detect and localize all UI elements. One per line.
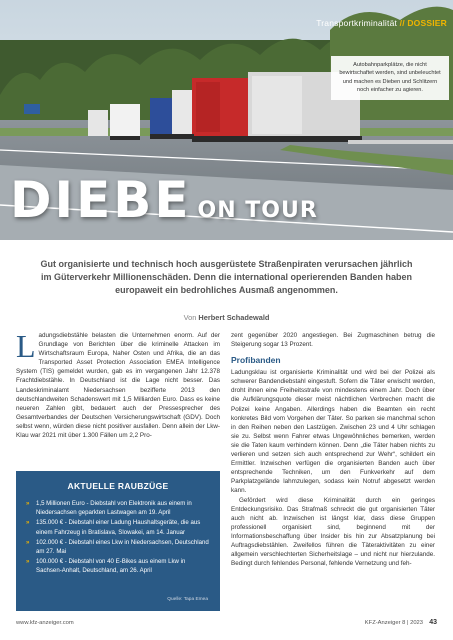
- photo-caption: Autobahnparkplätze, die nicht bewirtschaftet werden, sind unbeleuchtet und machen es Dieben und Schlitzern noch einfacher zu agieren.: [331, 56, 449, 100]
- article-column-1: [16, 328, 220, 440]
- subheading-profibanden: Profibanden: [231, 355, 281, 366]
- hero-photo: [0, 0, 453, 240]
- arrow-icon: »: [26, 538, 30, 546]
- byline-author: Herbert Schadewald: [198, 313, 270, 322]
- lead-paragraph: Gut organisierte und technisch hoch ausgerüstete Straßenpiraten verursachen jährlich im Güterverkehr Millionenschäden. Denn die international operierenden Banden haben europaweit ein bedrohliches Ausmaß angenommen.: [40, 259, 413, 295]
- byline: [0, 313, 453, 322]
- info-box-source: Quelle: Tapa Emea: [167, 597, 208, 602]
- footer-url[interactable]: www.kfz-anzeiger.com: [16, 620, 74, 626]
- kicker-dossier: DOSSIER: [407, 18, 447, 28]
- info-box-title: AKTUELLE RAUBZÜGE: [67, 481, 169, 491]
- info-box-list: [16, 499, 220, 576]
- headline: [10, 172, 318, 239]
- list-item-text: 135.000 € - Diebstahl einer Ladung Haushaltsgeräte, die aus einem Fahrzeug in Bratislava, Slowakei, am 14. Januar: [36, 519, 201, 536]
- list-item-text: 102.000 € - Diebstahl eines Lkw in Niedersachsen, Deutschland am 27. Mai: [36, 538, 209, 556]
- column-2-paragraph-3: Gefördert wird diese Kriminalität durch ein geringes Entdeckungsrisiko. Das Strafmaß schreckt die gut organisierten Täter auch nicht ab. Inzwischen ist längst klar, dass diese Gruppen professionell organisiert sind, beginnend mit der Informationsbeschaffung über Insider bis hin zur Absatzplanung bei Auftragsdiebstählen. Zweifellos führen die Täteraktivitäten zu einer allgemein verschlechterten Sicherheitslage – und nicht nur hierzulande. Bedingt durch fehlendes Personal, fehlende Vernetzung und feh-: [231, 496, 435, 568]
- kicker-separator: //: [399, 18, 405, 28]
- column-2-paragraph-2: Ladungsklau ist organisierte Kriminalität und wird bei der Polizei als schwerer Bandendiebstahl eingestuft. Sofern die Täter erwischt werden, droht ihnen eine Freiheitsstrafe von mindestens einem Jahr. Doch über die Aufklärungsquote dieser meist nächtlichen Verbrechen macht die Polizei keine Angaben. Allerdings haben die Beamten ein recht konkretes Bild vom Vorgehen der Täter. So parken sie manchmal schon in den Reihen neben den Lastzügen. Zwischen 23 und 4 Uhr schlagen sie zu. Selbst wenn Fahrer etwas Ungewöhnliches bemerken, werden sie die Taten kaum verhindern können. Denn „die Täter haben nichts zu verlieren und setzen sich auch entsprechend zur Wehr“, schildert ein Ermittler. Inzwischen verfügen die organisierten Banden auch über entsprechende Techniken, um den Funkverkehr auf dem Parkplatzgelände lahmzulegen, sodass kein Notruf abgesetzt werden kann.: [231, 369, 435, 495]
- arrow-icon: »: [26, 519, 30, 527]
- page-number: 43: [429, 619, 437, 626]
- info-box-raubzuege: [16, 471, 220, 611]
- list-item-text: 1,5 Millionen Euro - Diebstahl von Elektronik aus einem in Niedersachsen geparkten Lastwagen am 19. April: [36, 500, 192, 517]
- arrow-icon: »: [26, 500, 30, 507]
- column-1-text: adungsdiebstähle belasten die Unternehmen enorm. Auf der Grundlage von Berichten über die kriminelle Attacken im Wirtschaftsraum Europa, Naher Osten und Afrika, die an das Transported Asset Protection Association EMEA Intelligence System (TIS) gemeldet wurden, gab es im vergangenen Jahr 12.378 Frachtdiebstähle. In Deutschland ist die Lage nicht besser. Das Landeskriminalamt Niedersachsen bezifferte 2013 den deutschlandweiten Schadenswert mit 1,5 Milliarden Euro. Dass es keine neueren Zahlen gibt, bedauert auch der Pressesprecher des Gesamtverbandes der Deutschen Versicherungswirtschaft (GDV). Doch selbst wenn, würden diese nicht positiver ausfallen. Denn allein der Lkw-Klau war 2021 mit über 1.300 Fällen um 2,2 Pro-: [16, 332, 220, 440]
- headline-main: DIEBE: [10, 171, 192, 229]
- list-item: [26, 499, 212, 517]
- list-item: [26, 518, 212, 536]
- headline-secondary: ON TOUR: [197, 198, 318, 223]
- list-item: [26, 538, 212, 556]
- footer-issue: KFZ-Anzeiger 8 | 2023: [364, 620, 423, 626]
- column-2-paragraph-1: zent gegenüber 2020 angestiegen. Bei Zugmaschinen betrug die Steigerung sogar 13 Prozent.: [231, 332, 435, 349]
- list-item-text: 100.000 € - Diebstahl von 40 E-Bikes aus einem Lkw in Sachsen-Anhalt, Deutschland, am 26. April: [36, 558, 186, 575]
- section-kicker: [316, 18, 447, 28]
- kicker-section: Transportkriminalität: [316, 18, 398, 28]
- byline-prefix: Von: [183, 313, 197, 322]
- drop-cap: L: [16, 328, 36, 364]
- list-item: [26, 557, 212, 575]
- article-column-2: [231, 331, 435, 568]
- arrow-icon: »: [26, 558, 30, 566]
